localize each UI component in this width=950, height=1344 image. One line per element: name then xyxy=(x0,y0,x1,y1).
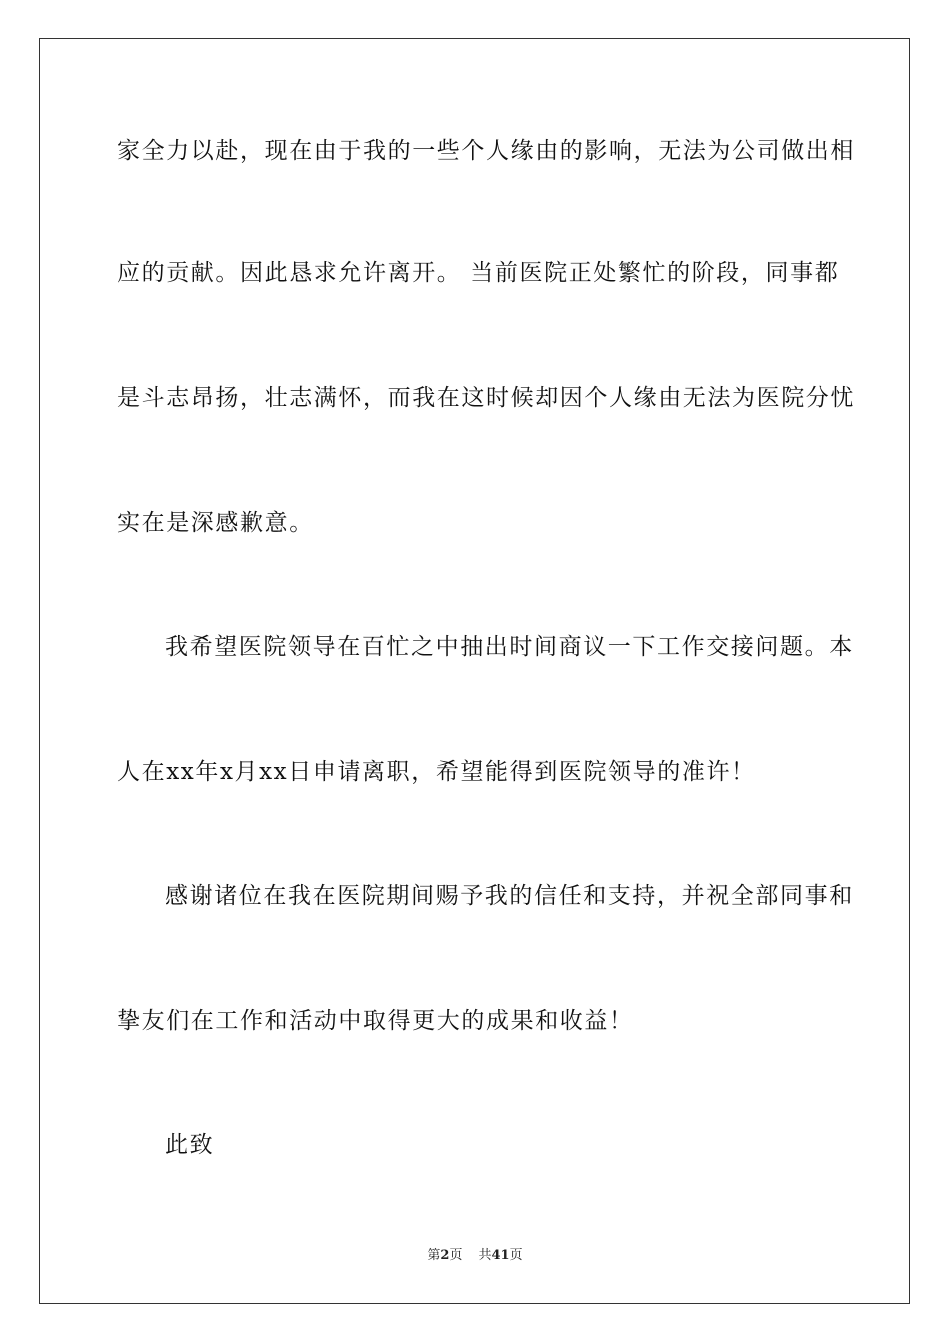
page-number: 2 xyxy=(440,1248,450,1263)
body-line-6: 人在xx年x月xx日申请离职，希望能得到医院领导的准许！ xyxy=(117,759,756,785)
body-line-2: 应的贡献。因此恳求允许离开。 当前医院正处繁忙的阶段，同事都 xyxy=(117,260,840,286)
body-line-4: 实在是深感歉意。 xyxy=(117,510,314,536)
body-line-8: 挚友们在工作和活动中取得更大的成果和收益！ xyxy=(117,1008,634,1034)
page-footer xyxy=(0,1247,950,1265)
closing-salutation: 此致 xyxy=(165,1132,215,1158)
page-border xyxy=(39,38,910,1304)
body-line-7: 感谢诸位在我在医院期间赐予我的信任和支持，并祝全部同事和 xyxy=(165,883,854,909)
body-line-5: 我希望医院领导在百忙之中抽出时间商议一下工作交接问题。本 xyxy=(165,634,854,660)
total-pages-label: 共41页 xyxy=(478,1248,523,1263)
body-line-3: 是斗志昂扬，壮志满怀，而我在这时候却因个人缘由无法为医院分忧 xyxy=(117,385,855,411)
total-pages: 41 xyxy=(491,1248,510,1263)
body-line-1: 家全力以赴，现在由于我的一些个人缘由的影响，无法为公司做出相 xyxy=(117,138,855,164)
page-label: 第2页 xyxy=(427,1248,463,1263)
